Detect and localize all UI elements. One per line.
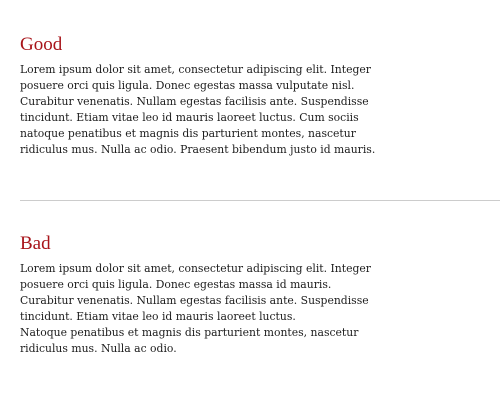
bad-paragraph-line: posuere orci quis ligula. Donec egestas massa id mauris. [20, 278, 332, 291]
good-paragraph-line: Curabitur venenatis. Nullam egestas facilisis ante. Suspendisse [20, 95, 369, 108]
bad-example-section [20, 233, 380, 357]
good-paragraph-line: posuere orci quis ligula. Donec egestas massa vulputate nisl. [20, 79, 355, 92]
bad-paragraph-line: ridiculus mus. Nulla ac odio. [20, 342, 177, 355]
good-paragraph-line: tincidunt. Etiam vitae leo id mauris laoreet luctus. Cum sociis [20, 111, 359, 124]
good-paragraph-line: natoque penatibus et magnis dis parturient montes, nascetur [20, 127, 356, 140]
good-paragraph [20, 62, 380, 158]
good-example-section [20, 34, 380, 158]
bad-paragraph-line: tincidunt. Etiam vitae leo id mauris laoreet luctus. [20, 310, 296, 323]
bad-paragraph [20, 261, 380, 357]
section-divider [20, 200, 500, 201]
good-heading: Good [20, 34, 63, 55]
bad-paragraph-line: Lorem ipsum dolor sit amet, consectetur adipiscing elit. Integer [20, 262, 371, 275]
bad-heading: Bad [20, 233, 51, 254]
good-paragraph-line: Lorem ipsum dolor sit amet, consectetur adipiscing elit. Integer [20, 63, 371, 76]
bad-paragraph-line: Curabitur venenatis. Nullam egestas facilisis ante. Suspendisse [20, 294, 369, 307]
bad-paragraph-line: Natoque penatibus et magnis dis parturient montes, nascetur [20, 326, 359, 339]
good-paragraph-line: ridiculus mus. Nulla ac odio. Praesent bibendum justo id mauris. [20, 143, 376, 156]
